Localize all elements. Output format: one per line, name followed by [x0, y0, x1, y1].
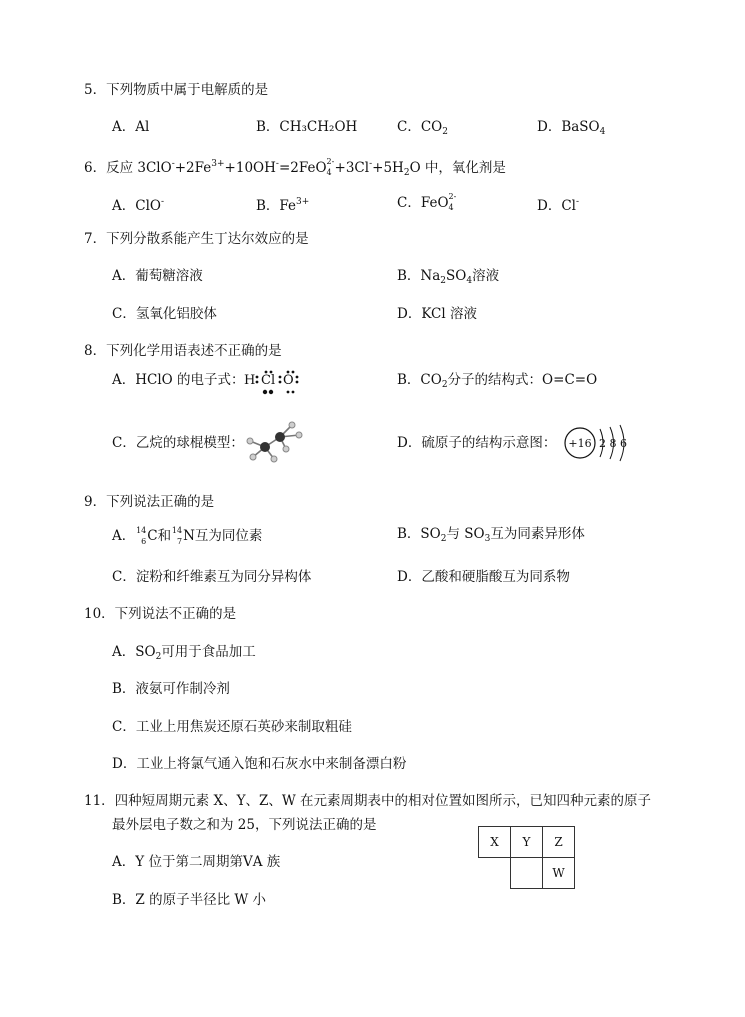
- q5-option-a: A．Al: [112, 119, 150, 135]
- q7-option-a: A．葡萄糖溶液: [112, 268, 203, 284]
- ethane-ball-stick-model-icon: [244, 421, 304, 463]
- q7-option-c: C．氢氧化铝胶体: [112, 306, 217, 322]
- hclo-electron-formula: [243, 368, 305, 398]
- element-cell-w: W: [543, 858, 575, 889]
- svg-text:O: O: [283, 373, 294, 388]
- sulfur-atom-structure-diagram: [562, 423, 634, 465]
- svg-text:+16: +16: [568, 437, 592, 450]
- element-cell-empty: [479, 858, 511, 889]
- q6-option-a: A．ClO-: [112, 197, 165, 214]
- q8-option-b: B．$CO_2$分子的结构式：O=C=O: [397, 372, 598, 390]
- q5-option-b: B．CH₃CH₂OH: [256, 119, 358, 135]
- q5-option-d: D．BaSO$_4$: [537, 119, 606, 137]
- q9-option-c: C．淀粉和纤维素互为同分异构体: [112, 569, 312, 585]
- q10-option-a: A．$SO_2$可用于食品加工: [112, 644, 256, 662]
- q10-option-b: B．液氨可作制冷剂: [112, 681, 230, 697]
- q9-option-d: D．乙酸和硬脂酸互为同系物: [397, 569, 570, 585]
- q11-option-b: B．Z 的原子半径比 W 小: [112, 892, 267, 908]
- q7-option-b: B．$Na_2SO_4$溶液: [397, 268, 500, 286]
- svg-text:Cl: Cl: [261, 373, 276, 388]
- element-cell-x: X: [479, 827, 511, 858]
- q9-option-b: B．$SO_2$与 $SO_3$互为同素异形体: [397, 526, 585, 544]
- q9-stem: 9．下列说法正确的是: [84, 494, 215, 510]
- q6-option-d: D．Cl-: [537, 197, 580, 214]
- svg-text:H: H: [244, 373, 256, 388]
- q10-stem: 10．下列说法不正确的是: [84, 606, 237, 622]
- q8-option-d: D．硫原子的结构示意图：: [397, 435, 557, 451]
- element-cell-z: Z: [543, 827, 575, 858]
- q11-stem-line-1: 11．四种短周期元素 X、Y、Z、W 在元素周期表中的相对位置如图所示，已知四种元素的原子: [84, 793, 652, 809]
- periodic-table-fragment: [478, 826, 575, 889]
- q8-option-c: C．乙烷的球棍模型：: [112, 435, 244, 451]
- q8-stem: 8．下列化学用语表述不正确的是: [84, 343, 282, 359]
- q11-option-a: A．Y 位于第二周期第ⅤA 族: [112, 854, 281, 870]
- q8-option-a: A．HClO 的电子式：: [112, 372, 245, 388]
- element-cell-empty-bordered: [511, 858, 543, 889]
- q5-stem: 5．下列物质中属于电解质的是: [84, 82, 269, 98]
- q10-option-d: D．工业上将氯气通入饱和石灰水中来制备漂白粉: [112, 756, 407, 772]
- q10-option-c: C．工业上用焦炭还原石英砂来制取粗硅: [112, 719, 352, 735]
- q5-option-c: C．$CO_2$: [397, 119, 448, 137]
- q7-option-d: D．KCl 溶液: [397, 306, 477, 322]
- q9-option-a: A． 14 6 C和 14 7 N互为同位素: [112, 526, 263, 546]
- q7-stem: 7．下列分散系能产生丁达尔效应的是: [84, 231, 309, 247]
- q11-stem-line-2: 最外层电子数之和为 25，下列说法正确的是: [112, 817, 377, 833]
- element-cell-y: Y: [511, 827, 543, 858]
- svg-text:2 8 6: 2 8 6: [599, 437, 627, 450]
- q6-option-c: C．FeO 2- 4: [397, 192, 457, 212]
- q6-option-b: B．$Fe^{3+}$: [256, 197, 310, 214]
- q6-stem: 6．反应 $3ClO^-+2Fe^{3+}+10OH^-=2FeO$ 2- 4 $+3Cl^-+5H_2O$ 中，氧化剂是: [84, 157, 506, 178]
